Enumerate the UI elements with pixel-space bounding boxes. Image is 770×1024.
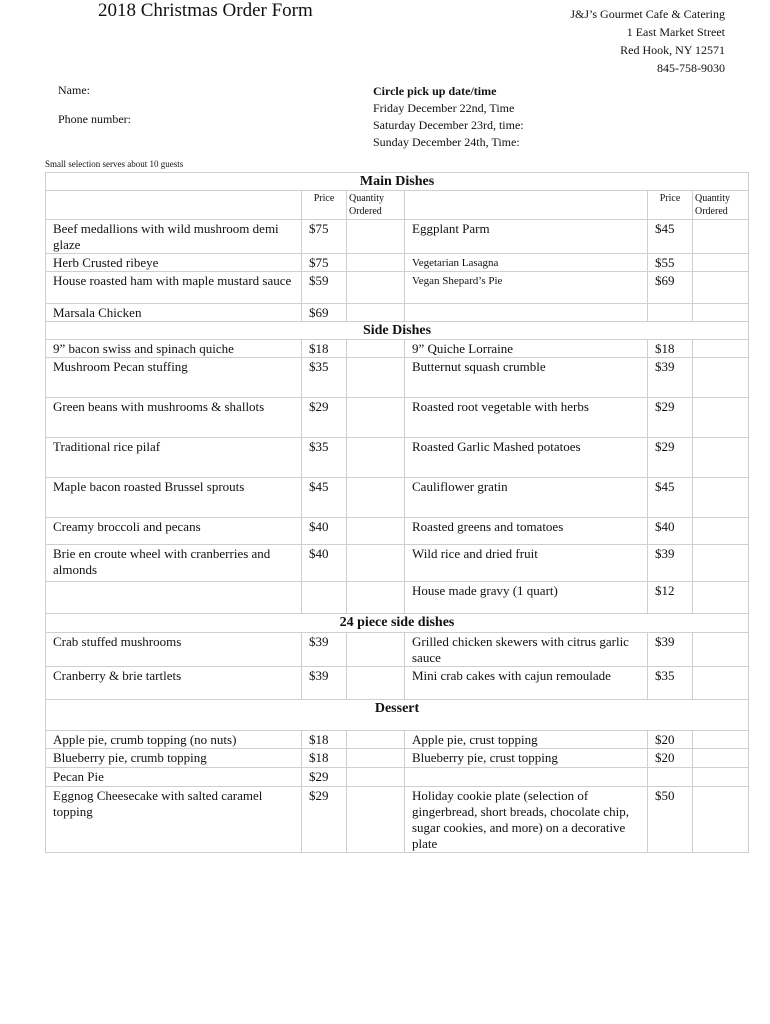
price-right: $12	[648, 582, 693, 614]
quantity-cell-left[interactable]	[347, 667, 405, 700]
menu-item-right: Eggplant Parm	[405, 220, 648, 254]
quantity-cell-right[interactable]	[693, 518, 749, 545]
menu-row	[46, 304, 749, 322]
price-left: $75	[302, 254, 347, 272]
menu-item-right: Roasted greens and tomatoes	[405, 518, 648, 545]
menu-row	[46, 254, 749, 272]
price-right: $39	[648, 358, 693, 398]
menu-item-right: Butternut squash crumble	[405, 358, 648, 398]
price-left: $69	[302, 304, 347, 322]
price-right: $35	[648, 667, 693, 700]
menu-item-right: Wild rice and dried fruit	[405, 545, 648, 582]
quantity-cell-left[interactable]	[347, 220, 405, 254]
quantity-cell-right[interactable]	[693, 667, 749, 700]
price-right: $69	[648, 272, 693, 304]
price-right: $39	[648, 545, 693, 582]
menu-item-left: Marsala Chicken	[46, 304, 302, 322]
menu-row	[46, 358, 749, 398]
business-name: J&J’s Gourmet Cafe & Catering	[570, 7, 725, 21]
quantity-cell-right[interactable]	[693, 358, 749, 398]
business-info	[570, 5, 725, 77]
business-street: 1 East Market Street	[626, 25, 725, 39]
menu-item-right: Cauliflower gratin	[405, 478, 648, 518]
pickup-option-friday[interactable]: Friday December 22nd, Time	[373, 101, 515, 115]
menu-item-right: Roasted Garlic Mashed potatoes	[405, 438, 648, 478]
price-left: $29	[302, 768, 347, 787]
quantity-cell-right[interactable]	[693, 787, 749, 853]
menu-item-left: Traditional rice pilaf	[46, 438, 302, 478]
section-title: 24 piece side dishes	[46, 614, 749, 633]
quantity-cell-right[interactable]	[693, 731, 749, 749]
section-header-row	[46, 173, 749, 191]
menu-item-left: 9” bacon swiss and spinach quiche	[46, 340, 302, 358]
price-left: $29	[302, 787, 347, 853]
menu-item-left: Pecan Pie	[46, 768, 302, 787]
section-title: Dessert	[46, 700, 749, 731]
name-field-label[interactable]: Name:	[58, 83, 90, 97]
menu-item-left: Crab stuffed mushrooms	[46, 633, 302, 667]
menu-item-left: Apple pie, crumb topping (no nuts)	[46, 731, 302, 749]
price-left: $40	[302, 545, 347, 582]
quantity-cell-right[interactable]	[693, 768, 749, 787]
price-right: $20	[648, 749, 693, 768]
price-left: $35	[302, 358, 347, 398]
menu-item-left: Cranberry & brie tartlets	[46, 667, 302, 700]
menu-row	[46, 478, 749, 518]
menu-item-left: Mushroom Pecan stuffing	[46, 358, 302, 398]
quantity-cell-right[interactable]	[693, 633, 749, 667]
menu-row	[46, 582, 749, 614]
price-left: $29	[302, 398, 347, 438]
price-header: Price	[302, 191, 347, 220]
price-left: $40	[302, 518, 347, 545]
menu-item-right	[405, 768, 648, 787]
menu-item-right: House made gravy (1 quart)	[405, 582, 648, 614]
price-right: $20	[648, 731, 693, 749]
price-right	[648, 304, 693, 322]
menu-row	[46, 220, 749, 254]
column-header-row	[46, 191, 749, 220]
quantity-cell-left[interactable]	[347, 340, 405, 358]
section-header-row	[46, 700, 749, 731]
quantity-cell-left[interactable]	[347, 254, 405, 272]
price-left: $18	[302, 749, 347, 768]
menu-item-left	[46, 582, 302, 614]
form-title: 2018 Christmas Order Form	[98, 0, 313, 21]
quantity-cell-left[interactable]	[347, 582, 405, 614]
menu-item-right: Apple pie, crust topping	[405, 731, 648, 749]
pickup-option-saturday[interactable]: Saturday December 23rd, time:	[373, 118, 524, 132]
menu-row	[46, 398, 749, 438]
quantity-header: Quantity Ordered	[347, 191, 405, 220]
quantity-cell-left[interactable]	[347, 633, 405, 667]
menu-item-left: Brie en croute wheel with cranberries and almonds	[46, 545, 302, 582]
customer-fields	[58, 83, 131, 127]
menu-item-right: Roasted root vegetable with herbs	[405, 398, 648, 438]
menu-item-right	[405, 304, 648, 322]
price-right: $50	[648, 787, 693, 853]
quantity-cell-right[interactable]	[693, 220, 749, 254]
menu-item-right: Vegetarian Lasagna	[405, 254, 648, 272]
section-header-row	[46, 322, 749, 340]
item-header-cell	[46, 191, 302, 220]
price-right	[648, 768, 693, 787]
menu-item-left: Maple bacon roasted Brussel sprouts	[46, 478, 302, 518]
menu-row	[46, 633, 749, 667]
menu-item-right: Vegan Shepard’s Pie	[405, 272, 648, 304]
quantity-cell-right[interactable]	[693, 749, 749, 768]
business-city: Red Hook, NY 12571	[620, 43, 725, 57]
price-right: $40	[648, 518, 693, 545]
price-right: $45	[648, 478, 693, 518]
quantity-header: Quantity Ordered	[693, 191, 749, 220]
business-phone: 845-758-9030	[657, 61, 725, 75]
price-left	[302, 582, 347, 614]
menu-item-right: Holiday cookie plate (selection of gingerbread, short breads, chocolate chip, sugar cookies, and more) on a decorative plate	[405, 787, 648, 853]
price-left: $39	[302, 667, 347, 700]
quantity-cell-left[interactable]	[347, 545, 405, 582]
menu-item-left: Green beans with mushrooms & shallots	[46, 398, 302, 438]
quantity-cell-right[interactable]	[693, 272, 749, 304]
menu-row	[46, 340, 749, 358]
quantity-cell-left[interactable]	[347, 787, 405, 853]
menu-row	[46, 518, 749, 545]
quantity-cell-left[interactable]	[347, 518, 405, 545]
section-header-row	[46, 614, 749, 633]
quantity-cell-right[interactable]	[693, 398, 749, 438]
phone-field-label[interactable]: Phone number:	[58, 112, 131, 126]
section-title: Side Dishes	[46, 322, 749, 340]
quantity-cell-left[interactable]	[347, 731, 405, 749]
price-right: $29	[648, 438, 693, 478]
menu-row	[46, 438, 749, 478]
quantity-cell-left[interactable]	[347, 304, 405, 322]
price-left: $39	[302, 633, 347, 667]
menu-row	[46, 545, 749, 582]
menu-item-left: House roasted ham with maple mustard sauce	[46, 272, 302, 304]
menu-item-left: Beef medallions with wild mushroom demi glaze	[46, 220, 302, 254]
price-header: Price	[648, 191, 693, 220]
menu-item-right: Grilled chicken skewers with citrus garlic sauce	[405, 633, 648, 667]
menu-row	[46, 667, 749, 700]
quantity-cell-right[interactable]	[693, 438, 749, 478]
price-left: $75	[302, 220, 347, 254]
item-header-cell	[405, 191, 648, 220]
menu-item-right: Mini crab cakes with cajun remoulade	[405, 667, 648, 700]
quantity-cell-right[interactable]	[693, 340, 749, 358]
price-right: $29	[648, 398, 693, 438]
price-right: $45	[648, 220, 693, 254]
menu-row	[46, 731, 749, 749]
quantity-cell-left[interactable]	[347, 438, 405, 478]
price-right: $18	[648, 340, 693, 358]
pickup-option-sunday[interactable]: Sunday December 24th, Time:	[373, 135, 520, 149]
quantity-cell-left[interactable]	[347, 272, 405, 304]
price-left: $35	[302, 438, 347, 478]
pickup-heading: Circle pick up date/time	[373, 84, 497, 98]
quantity-cell-right[interactable]	[693, 478, 749, 518]
menu-row	[46, 768, 749, 787]
quantity-cell-left[interactable]	[347, 768, 405, 787]
menu-item-right: Blueberry pie, crust topping	[405, 749, 648, 768]
quantity-cell-right[interactable]	[693, 545, 749, 582]
menu-item-left: Blueberry pie, crumb topping	[46, 749, 302, 768]
pickup-options	[373, 83, 524, 151]
order-table	[45, 172, 749, 853]
price-right: $39	[648, 633, 693, 667]
menu-row	[46, 787, 749, 853]
menu-row	[46, 749, 749, 768]
quantity-cell-left[interactable]	[347, 478, 405, 518]
menu-item-left: Eggnog Cheesecake with salted caramel topping	[46, 787, 302, 853]
quantity-cell-right[interactable]	[693, 582, 749, 614]
price-left: $59	[302, 272, 347, 304]
price-right: $55	[648, 254, 693, 272]
price-left: $18	[302, 340, 347, 358]
price-left: $45	[302, 478, 347, 518]
quantity-cell-right[interactable]	[693, 304, 749, 322]
quantity-cell-right[interactable]	[693, 254, 749, 272]
quantity-cell-left[interactable]	[347, 749, 405, 768]
menu-item-right: 9” Quiche Lorraine	[405, 340, 648, 358]
quantity-cell-left[interactable]	[347, 358, 405, 398]
quantity-cell-left[interactable]	[347, 398, 405, 438]
serving-note: Small selection serves about 10 guests	[45, 159, 184, 169]
menu-row	[46, 272, 749, 304]
price-left: $18	[302, 731, 347, 749]
menu-item-left: Creamy broccoli and pecans	[46, 518, 302, 545]
menu-item-left: Herb Crusted ribeye	[46, 254, 302, 272]
section-title: Main Dishes	[46, 173, 749, 191]
